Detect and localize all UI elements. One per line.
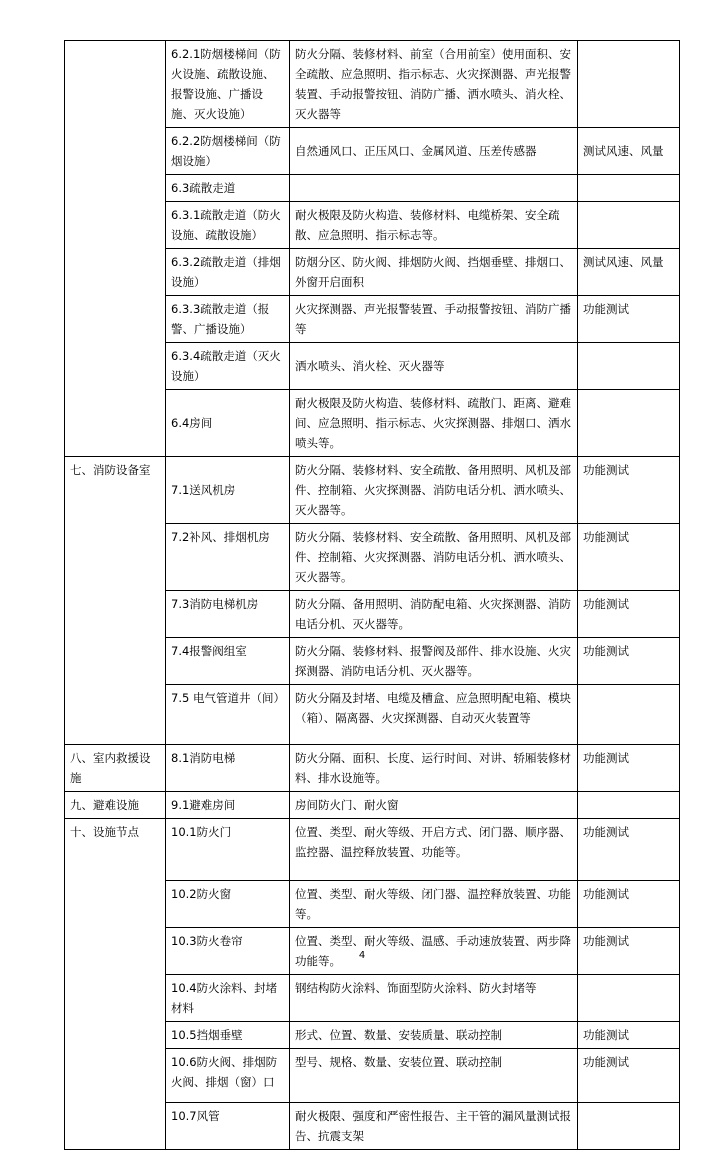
content-cell: 房间防火门、耐火窗	[290, 792, 578, 819]
table-body	[65, 41, 680, 1150]
item-cell: 6.3.1疏散走道（防火设施、疏散设施）	[166, 202, 290, 249]
test-cell: 功能测试	[578, 881, 680, 928]
item-cell: 10.5挡烟垂壁	[166, 1022, 290, 1049]
content-cell: 防火分隔及封堵、电缆及槽盒、应急照明配电箱、模块（箱）、隔离器、火灾探测器、自动灭火装置等	[290, 685, 578, 745]
test-cell: 功能测试	[578, 1022, 680, 1049]
content-cell: 钢结构防火涂料、饰面型防火涂料、防火封堵等	[290, 975, 578, 1022]
category-cell: 七、消防设备室	[65, 457, 166, 745]
content-cell: 防火分隔、备用照明、消防配电箱、火灾探测器、消防电话分机、灭火器等。	[290, 591, 578, 638]
content-cell: 位置、类型、耐火等级、闭门器、温控释放装置、功能等。	[290, 881, 578, 928]
test-cell: 功能测试	[578, 591, 680, 638]
content-cell: 形式、位置、数量、安装质量、联动控制	[290, 1022, 578, 1049]
category-cell	[65, 41, 166, 457]
content-cell: 型号、规格、数量、安装位置、联动控制	[290, 1049, 578, 1103]
category-cell: 十、设施节点	[65, 819, 166, 1150]
table-row	[65, 819, 680, 881]
content-cell: 洒水喷头、消火栓、灭火器等	[290, 343, 578, 390]
item-cell: 7.3消防电梯机房	[166, 591, 290, 638]
content-cell: 防火分隔、装修材料、报警阀及部件、排水设施、火灾探测器、消防电话分机、灭火器等。	[290, 638, 578, 685]
item-cell: 9.1避难房间	[166, 792, 290, 819]
item-cell: 6.3.2疏散走道（排烟设施）	[166, 249, 290, 296]
item-cell: 7.1送风机房	[166, 457, 290, 524]
content-cell: 耐火极限及防火构造、装修材料、疏散门、距离、避难间、应急照明、指示标志、火灾探测器、排烟口、洒水喷头等。	[290, 390, 578, 457]
test-cell	[578, 1103, 680, 1150]
content-cell: 自然通风口、正压风口、金属风道、压差传感器	[290, 128, 578, 175]
content-cell: 防烟分区、防火阀、排烟防火阀、挡烟垂壁、排烟口、外窗开启面积	[290, 249, 578, 296]
item-cell: 10.3防火卷帘	[166, 928, 290, 975]
content-cell: 耐火极限及防火构造、装修材料、电缆桥架、安全疏散、应急照明、指示标志等。	[290, 202, 578, 249]
item-cell: 8.1消防电梯	[166, 745, 290, 792]
category-cell: 九、避难设施	[65, 792, 166, 819]
test-cell	[578, 975, 680, 1022]
content-cell: 位置、类型、耐火等级、开启方式、闭门器、顺序器、监控器、温控释放装置、功能等。	[290, 819, 578, 881]
item-cell: 7.4报警阀组室	[166, 638, 290, 685]
table-row	[65, 745, 680, 792]
content-cell: 防火分隔、装修材料、安全疏散、备用照明、风机及部件、控制箱、火灾探测器、消防电话分机、洒水喷头、灭火器等。	[290, 524, 578, 591]
test-cell: 功能测试	[578, 638, 680, 685]
item-cell: 6.3.3疏散走道（报警、广播设施）	[166, 296, 290, 343]
test-cell: 功能测试	[578, 1049, 680, 1103]
item-cell: 7.5 电气管道井（间）	[166, 685, 290, 745]
content-cell: 火灾探测器、声光报警装置、手动报警按钮、消防广播等	[290, 296, 578, 343]
test-cell	[578, 202, 680, 249]
item-cell: 10.7风管	[166, 1103, 290, 1150]
test-cell: 功能测试	[578, 524, 680, 591]
category-cell: 八、室内救援设施	[65, 745, 166, 792]
item-cell: 6.3.4疏散走道（灭火设施）	[166, 343, 290, 390]
item-cell: 6.4房间	[166, 390, 290, 457]
item-cell: 10.1防火门	[166, 819, 290, 881]
table-row	[65, 792, 680, 819]
content-cell: 防火分隔、面积、长度、运行时间、对讲、轿厢装修材料、排水设施等。	[290, 745, 578, 792]
item-cell: 6.3疏散走道	[166, 175, 290, 202]
content-cell: 位置、类型、耐火等级、温感、手动速放装置、两步降功能等。	[290, 928, 578, 975]
item-cell: 10.4防火涂料、封堵材料	[166, 975, 290, 1022]
content-cell: 防火分隔、装修材料、前室（合用前室）使用面积、安全疏散、应急照明、指示标志、火灾探测器、声光报警装置、手动报警按钮、消防广播、洒水喷头、消火栓、灭火器等	[290, 41, 578, 128]
test-cell	[578, 685, 680, 745]
item-cell: 6.2.2防烟楼梯间（防烟设施）	[166, 128, 290, 175]
test-cell	[578, 343, 680, 390]
table-row	[65, 457, 680, 524]
item-cell: 10.2防火窗	[166, 881, 290, 928]
test-cell	[578, 41, 680, 128]
item-cell: 10.6防火阀、排烟防火阀、排烟（窗）口	[166, 1049, 290, 1103]
test-cell: 功能测试	[578, 928, 680, 975]
content-cell	[290, 175, 578, 202]
test-cell: 测试风速、风量	[578, 249, 680, 296]
test-cell: 功能测试	[578, 819, 680, 881]
table-row	[65, 41, 680, 128]
test-cell	[578, 390, 680, 457]
page-number: 4	[358, 950, 366, 961]
test-cell	[578, 175, 680, 202]
inspection-table	[64, 40, 680, 1150]
content-cell: 耐火极限、强度和严密性报告、主干管的漏风量测试报告、抗震支架	[290, 1103, 578, 1150]
test-cell: 功能测试	[578, 296, 680, 343]
content-cell: 防火分隔、装修材料、安全疏散、备用照明、风机及部件、控制箱、火灾探测器、消防电话分机、洒水喷头、灭火器等。	[290, 457, 578, 524]
item-cell: 7.2补风、排烟机房	[166, 524, 290, 591]
item-cell: 6.2.1防烟楼梯间（防火设施、疏散设施、报警设施、广播设施、灭火设施）	[166, 41, 290, 128]
test-cell: 测试风速、风量	[578, 128, 680, 175]
test-cell: 功能测试	[578, 745, 680, 792]
test-cell	[578, 792, 680, 819]
test-cell: 功能测试	[578, 457, 680, 524]
